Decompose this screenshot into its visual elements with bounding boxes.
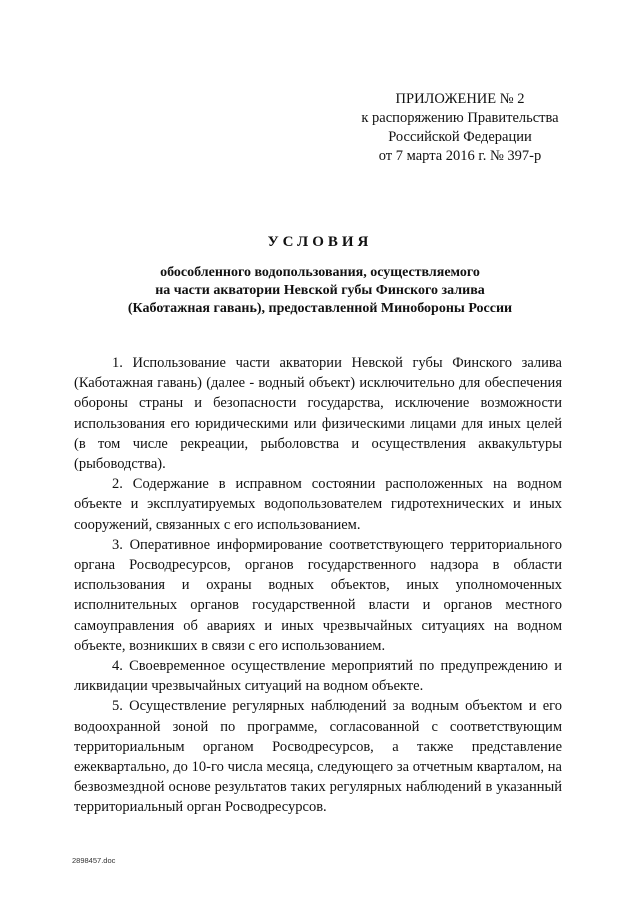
paragraph-4: 4. Своевременное осуществление мероприятий по предупреждению и ликвидации чрезвычайных ситуаций на водном объекте. xyxy=(74,658,562,695)
footer-doc-id: 2898457.doc xyxy=(72,856,116,865)
appendix-date-number: от 7 марта 2016 г. № 397-р xyxy=(378,148,542,164)
paragraph-2: 2. Содержание в исправном состоянии расположенных на водном объекте и эксплуатируемых водопользователем гидротехнических и иных сооружений, связанных с его использованием. xyxy=(74,476,562,533)
appendix-number: ПРИЛОЖЕНИЕ № 2 xyxy=(395,91,525,107)
subtitle-line-1: обособленного водопользования, осуществляемого xyxy=(160,265,480,280)
subtitle-line-3: (Каботажная гавань), предоставленной Минобороны России xyxy=(127,301,513,316)
paragraph-5: 5. Осуществление регулярных наблюдений за водным объектом и его водоохранной зоной по программе, согласованной с соответствующим территориальным органом Росводресурсов, а также представление ежеквартально, до 10-го числа месяца, следующего за отчетным кварталом, на безвозмездной основе результатов таких регулярных наблюдений в указанный территориальный орган Росводресурсов. xyxy=(74,698,562,816)
paragraph-1: 1. Использование части акватории Невской губы Финского залива (Каботажная гавань) (далее - водный объект) исключительно для обеспечения обороны страны и безопасности государства, исключение возможности использования его юридическими или физическими лицами для иных целей (в том числе рекреации, рыболовства и осуществления аквакультуры (рыбоводства). xyxy=(74,355,562,473)
appendix-order-ref: к распоряжению Правительства xyxy=(361,110,559,126)
appendix-government: Российской Федерации xyxy=(388,129,532,145)
appendix-header xyxy=(340,90,580,166)
paragraph-3: 3. Оперативное информирование соответствующего территориального органа Росводресурсов, органов государственного надзора в области использования и охраны водных объектов, иных уполномоченных исполнительных органов государственной власти и органов местного самоуправления об авариях и иных чрезвычайных ситуациях на водном объекте, возникших в связи с его использованием. xyxy=(74,536,562,654)
subtitle-line-2: на части акватории Невской губы Финского залива xyxy=(155,283,485,298)
document-subtitle xyxy=(90,264,550,318)
document-title: УСЛОВИЯ xyxy=(267,234,373,250)
document-body xyxy=(74,353,562,818)
